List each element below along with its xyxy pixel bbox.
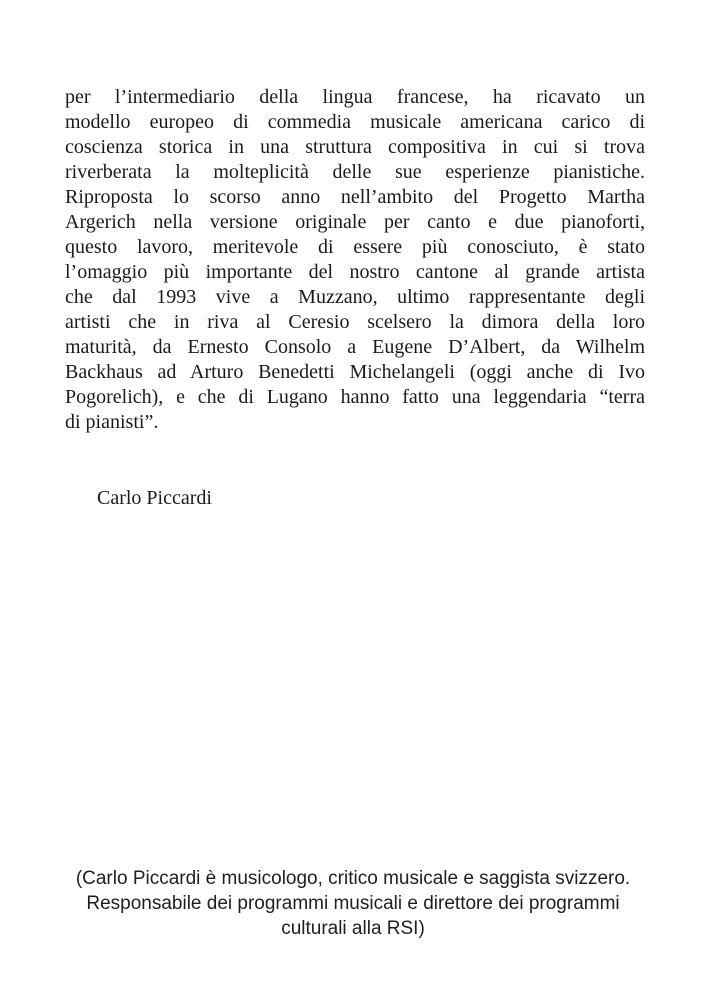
- paragraph-line: coscienza storica in una struttura compositiva in cui si trova: [65, 136, 645, 158]
- bio-note-line: Responsabile dei programmi musicali e direttore dei programmi: [86, 893, 620, 914]
- author-signature: Carlo Piccardi: [97, 487, 212, 509]
- bio-note-line: (Carlo Piccardi è musicologo, critico musicale e saggista svizzero.: [75, 868, 631, 889]
- paragraph-line: di pianisti”.: [65, 411, 159, 433]
- paragraph-line: Backhaus ad Arturo Benedetti Michelangeli (oggi anche di Ivo: [65, 361, 645, 383]
- paragraph-line: per l’intermediario della lingua francese, ha ricavato un: [65, 86, 645, 108]
- paragraph-line: Pogorelich), e che di Lugano hanno fatto una leggendaria “terra: [65, 386, 645, 408]
- paragraph-line: maturità, da Ernesto Consolo a Eugene D’Albert, da Wilhelm: [65, 336, 645, 358]
- paragraph-line: questo lavoro, meritevole di essere più conosciuto, è stato: [65, 236, 645, 258]
- paragraph-line: Argerich nella versione originale per canto e due pianoforti,: [65, 211, 645, 233]
- paragraph-line: Riproposta lo scorso anno nell’ambito del Progetto Martha: [65, 186, 645, 208]
- paragraph-line: riverberata la molteplicità delle sue esperienze pianistiche.: [65, 161, 645, 183]
- article-paragraph: [65, 85, 645, 435]
- paragraph-line: l’omaggio più importante del nostro cantone al grande artista: [65, 261, 645, 283]
- bio-note-line: culturali alla RSI): [281, 918, 425, 939]
- paragraph-line: che dal 1993 vive a Muzzano, ultimo rappresentante degli: [65, 286, 645, 308]
- paragraph-line: artisti che in riva al Ceresio scelsero la dimora della loro: [65, 311, 645, 333]
- paragraph-line: modello europeo di commedia musicale americana carico di: [65, 111, 645, 133]
- author-bio-note: [0, 866, 706, 941]
